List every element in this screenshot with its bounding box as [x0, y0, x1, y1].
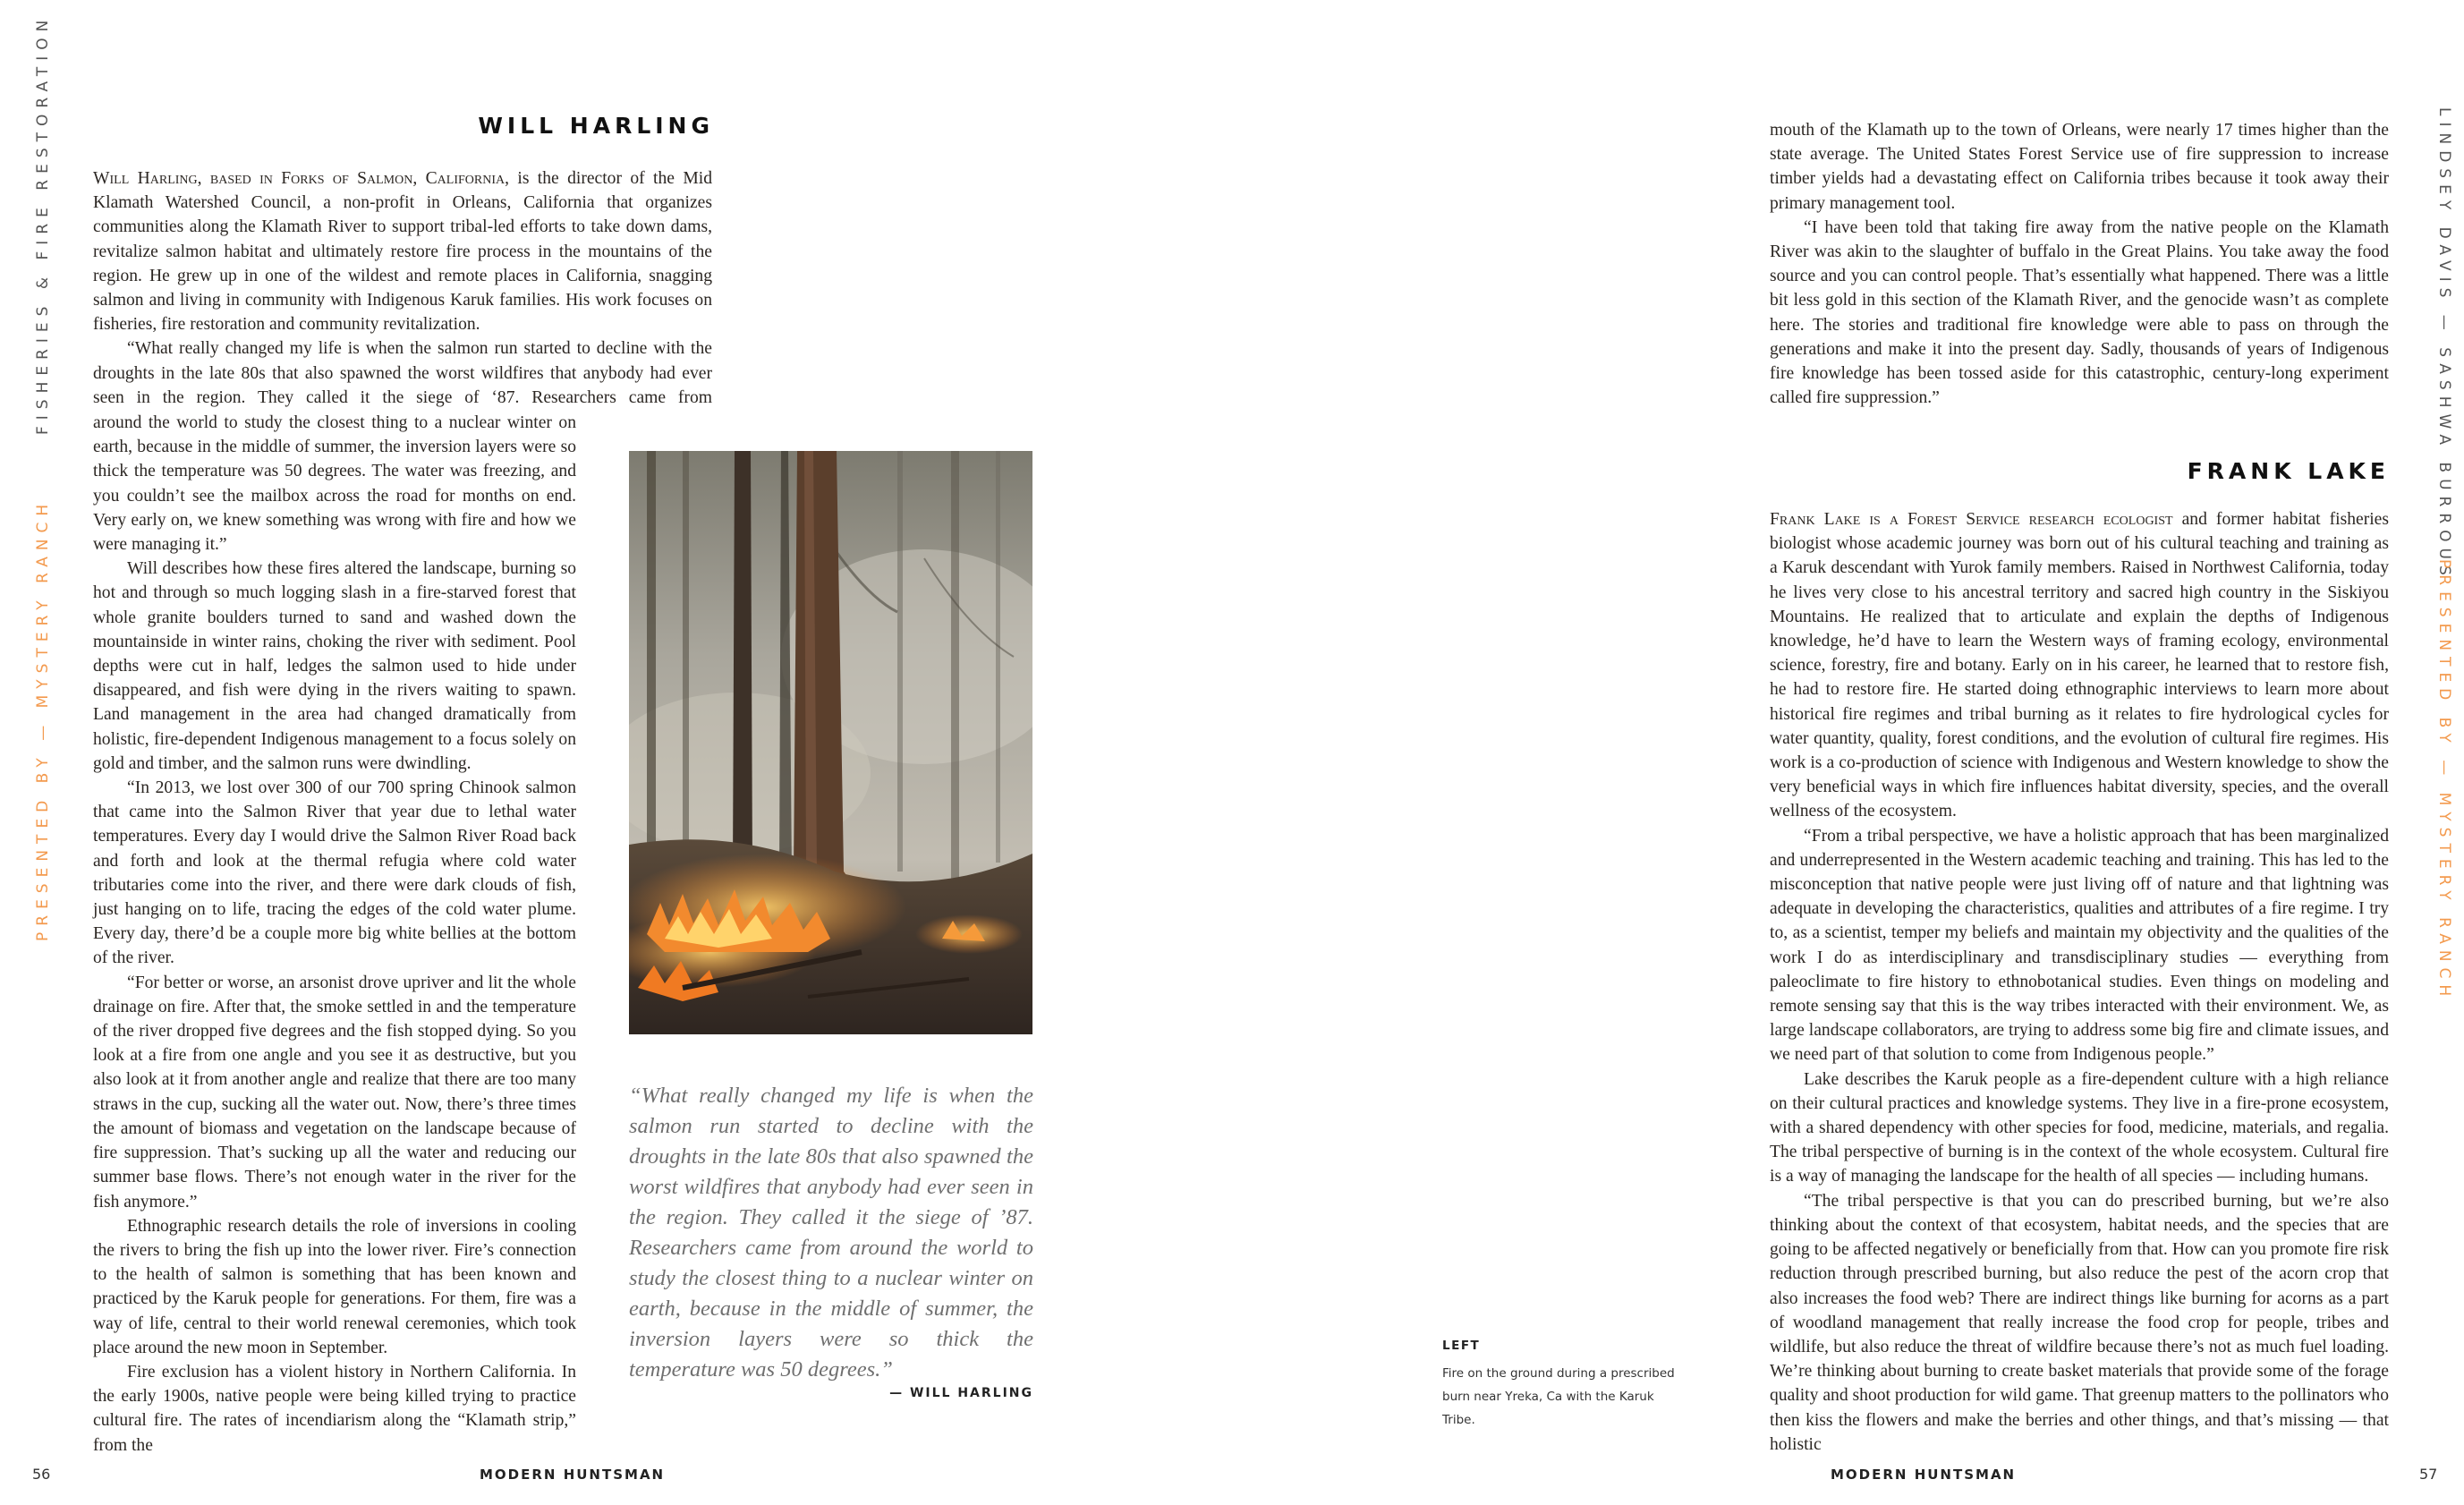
side-label-right	[2435, 559, 2453, 1002]
continued-paragraph-1: mouth of the Klamath up to the town of Orleans, were nearly 17 times higher than the state average. The United States Forest Service use of fire suppression to increase timber yields had a devastating effect on California tribes because it took away their primary management tool.	[1770, 121, 2389, 213]
frank-paragraph-4: “The tribal perspective is that you can do prescribed burning, but we’re also thinking about the context of that ecosystem, habitat needs, and the species that are going to be affected negatively or beneficially from that. How can you promote fire risk reduction through prescribed burning, but also reduce the pest of the acorn crop that also increases the food web? There are indirect things like burning for acorns as a part of woodland management that really increase the food crop for people, tribes and wildlife, but also reduce the threat of wildfire because there’s not as much fuel loading. We’re thinking about burning to create basket materials that provide some of the forage quality and shoot production for wild game. That greenup matters to the pollinators who then kiss the flowers and make the berries and other things, and that’s missing — that holistic	[1770, 1191, 2389, 1454]
caption-label: LEFT	[1442, 1339, 1481, 1353]
brand-label: MYSTERY RANCH	[34, 497, 52, 709]
brand-label-right: MYSTERY RANCH	[2435, 792, 2453, 1003]
frank-intro-smallcaps: Frank Lake is a Forest Service research ecologist	[1770, 510, 2173, 529]
frank-intro-paragraph	[1770, 507, 2389, 824]
paragraph-3: Will describes how these fires altered the landscape, burning so hot and through so much logging slash in a fire-starved forest that whole granite boulders turned to sand and washed down the mountainside in winter rains, choking the river with sediment. Pool depths were cut in half, ledges the salmon used to hide under disappeared, and fish were dying in the rivers waiting to spawn. Land management in the area had changed dramatically from holistic, fire-dependent Indigenous management to a focus solely on gold and timber, and the salmon runs were dwindling.	[93, 559, 576, 773]
paragraph-5: “For better or worse, an arsonist drove upriver and lit the whole drainage on fire. After that, the smoke settled in and the temperature of the river dropped five degrees and the fish stopped dying. So you look at a fire from one angle and you see it as destructive, but you also look at it from another angle and realize that there are too many straws in the cup, sucking all the water out. Now, there’s three times the amount of biomass and vegetation on the landscape because of fire suppression. That’s sucking up all the water and reducing our summer base flows. There’s not enough water in the river for the fish anymore.”	[93, 973, 576, 1212]
section-label-left	[34, 14, 52, 435]
frank-paragraph-2: “From a tribal perspective, we have a holistic approach that has been marginalized and underrepresented in the Western academic teaching and training. This has led to the misconception that native people were just living off of nature and that lightning was adequate in developing the characteristics, qualities and attributes of a fire regime. I try to, as a scientist, temper my beliefs and maintain my objectivity and the qualities of the work I do as interdisciplinary and transdisciplinary studies — everything from paleoclimate to fire history to ethnobotanical studies. Even things on modeling and remote sensing say that this is the way tribes interacted with their environment. We, as large landscape collaborators, are trying to address some big fire and climate issues, and we need part of that solution to come from Indigenous people.”	[1770, 826, 2389, 1065]
intro-rest: is the director of the Mid Klamath Watershed Council, a non-profit in Orleans, California that organizes communities along the Klamath River to support tribal-led efforts to take down dams, revitalize salmon habitat and ultimately restore fire process in the mountains of the region. He grew up in one of the wildest and remote places in California, snagging salmon and living in community with Indigenous Karuk families. His work focuses on fisheries, fire restoration and community revitalization.	[93, 169, 712, 335]
intro-smallcaps: Will Harling, based in Forks of Salmon, California,	[93, 169, 510, 188]
right-column-continued	[1770, 118, 2389, 410]
side-label-right-credits	[2435, 107, 2453, 582]
heading-will-harling: WILL HARLING	[478, 113, 714, 139]
intro-paragraph	[93, 166, 712, 336]
caption-text: Fire on the ground during a prescribed burn near Yreka, Ca with the Karuk Tribe.	[1442, 1366, 1675, 1427]
page-number-right: 57	[2419, 1466, 2438, 1483]
paragraph-2-narrow: around the world to study the closest thing to a nuclear winter on earth, because in the middle of summer, the inversion layers were so thick the temperature was 50 degrees. The water was freezing, and you couldn’t see the mailbox across the road for months on end. Very early on, we knew something was wrong with fire and how we were managing it.”	[93, 413, 576, 555]
right-column-body	[1770, 507, 2389, 1457]
left-column-body	[93, 411, 576, 1458]
magazine-name-right: MODERN HUNTSMAN	[1831, 1467, 2017, 1483]
photo-credits-label: LINDSEY DAVIS — SASHWA BURROUS	[2435, 107, 2453, 582]
paragraph-2-wide: “What really changed my life is when the salmon run started to decline with the droughts in the late 80s that also spawned the worst wildfires that anybody had ever seen in the region. They called it the siege of ‘87. Researchers came from	[93, 339, 712, 407]
presented-by-label-right: PRESENTED BY —	[2435, 559, 2453, 793]
paragraph-6: Ethnographic research details the role of inversions in cooling the rivers to bring the fish up into the lower river. Fire’s connection to the health of salmon is something that has been known and practiced by the Karuk people for generations. For them, fire was a way of life, central to their world renewal ceremonies, which took place around the new moon in September.	[93, 1216, 576, 1357]
heading-frank-lake: FRANK LAKE	[2187, 458, 2390, 484]
side-label-left	[34, 498, 52, 941]
frank-intro-rest: and former habitat fisheries biologist whose academic journey was born out of his cultural teaching and training as a Karuk descendant with Yurok family members. Raised in Northwest California, today he lives very close to his ancestral territory and sacred high country in the Siskiyou Mountains. He realized that to articulate and explain the depths of Indigenous knowledge, he’d have to learn the Western ways of framing ecology, environmental science, forestry, fire and botany. Early on in his career, he learned that to restore fish, he had to restore fire. He started doing ethnographic interviews to learn more about historical fire regimes and tribal burning as it relates to fire hydrological cycles for water quantity, quality, forest conditions, and the evolution of cultural fire regimes. His work is a co-production of science with Indigenous and Western knowledge to show the very beneficial ways in which fire influences habitat diversity, species, and the overall wellness of the ecosystem.	[1770, 510, 2389, 821]
paragraph-4: “In 2013, we lost over 300 of our 700 spring Chinook salmon that came into the Salmon River that year due to lethal water temperatures. Every day I would drive the Salmon River Road back and forth and look at the thermal refugia where cold water tributaries come into the river, and there were dark clouds of fish, just hanging on to life, tracing the edges of the cold water plume. Every day, there’d be a couple more big white bellies at the bottom of the river.	[93, 778, 576, 968]
forest-fire-photo	[629, 451, 1032, 1034]
section-label-text: FISHERIES & FIRE RESTORATION	[34, 13, 52, 435]
magazine-name-left: MODERN HUNTSMAN	[480, 1467, 666, 1483]
pull-quote: “What really changed my life is when the salmon run started to decline with the droughts in the late 80s that also spawned the worst wildfires that anybody had ever seen in the region. They called it the siege of ’87. Researchers came from around the world to study the closest thing to a nuclear winter on earth, because in the middle of summer, the inversion layers were so thick the temperature was 50 degrees.”	[629, 1084, 1033, 1382]
left-column-intro	[93, 166, 712, 410]
frank-paragraph-3: Lake describes the Karuk people as a fire-dependent culture with a high reliance on their cultural practices and knowledge systems. They live in a fire-prone ecosystem, with a shared dependency with other species for food, medicine, materials, and regalia. The tribal perspective of burning is in the context of the whole ecosystem. Cultural fire is a way of managing the landscape for the health of all species — including humans.	[1770, 1069, 2389, 1186]
paragraph-7: Fire exclusion has a violent history in Northern California. In the early 1900s, native people were being killed trying to practice cultural fire. The rates of incendiarism along the “Klamath strip,” from the	[93, 1362, 576, 1455]
page-number-left: 56	[32, 1466, 51, 1483]
presented-by-label: PRESENTED BY —	[34, 708, 52, 941]
continued-paragraph-2: “I have been told that taking fire away from the native people on the Klamath River was akin to the slaughter of buffalo in the Great Plains. You take away the food source and you can control people. That’s essentially what happened. There was a little bit less gold in this section of the Klamath River, and the genocide wasn’t as complete here. The stories and traditional fire knowledge were able to pass on through the generations and make it into the present day. Sadly, thousands of years of Indigenous fire knowledge has been tossed aside for this catastrophic, century-long experiment called fire suppression.”	[1770, 217, 2389, 408]
forest-fire-illustration	[629, 451, 1032, 1034]
pull-quote-attribution: — WILL HARLING	[889, 1386, 1033, 1400]
